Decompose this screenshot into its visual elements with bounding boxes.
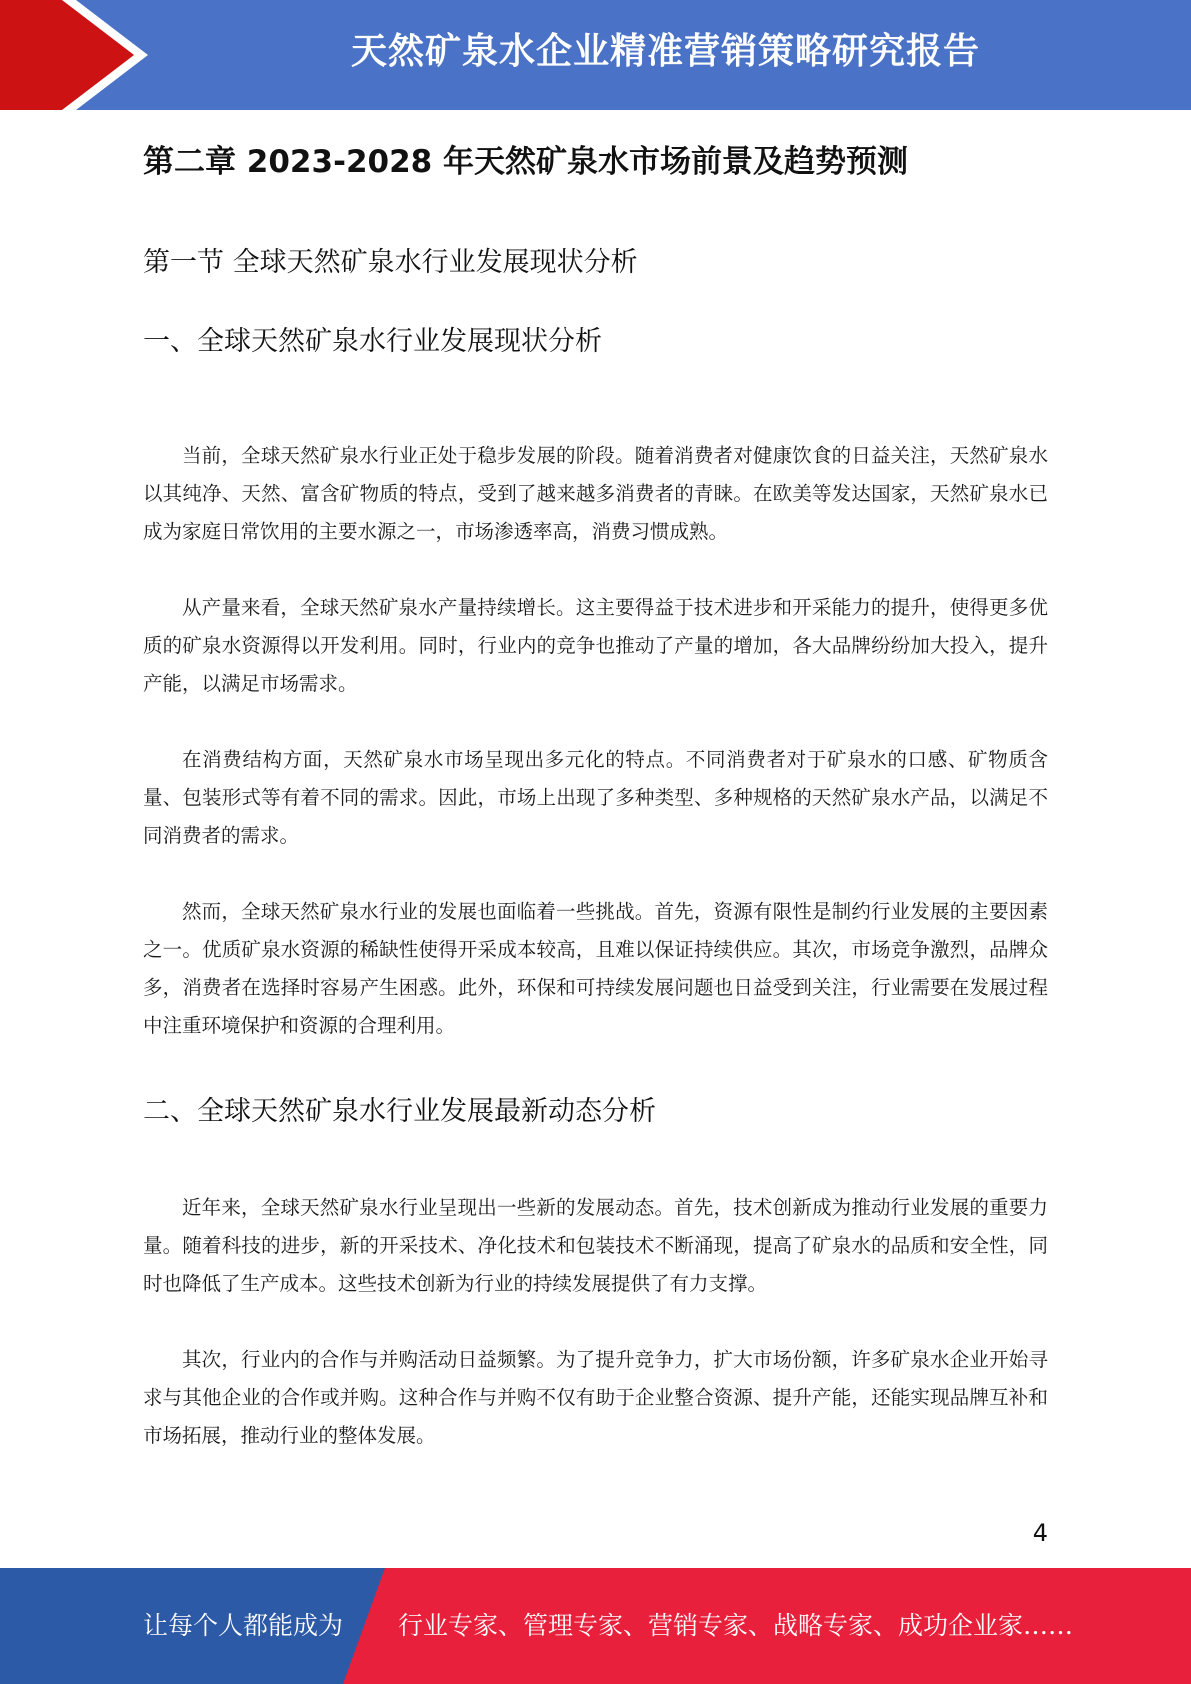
subsection-heading-1: 一、全球天然矿泉水行业发展现状分析 bbox=[143, 326, 602, 357]
header-red-arrow-shape bbox=[0, 0, 150, 110]
section-title: 第一节 全球天然矿泉水行业发展现状分析 bbox=[143, 247, 638, 278]
page-number: 4 bbox=[1032, 1519, 1048, 1547]
report-header-banner bbox=[0, 0, 1191, 110]
paragraph-2-1: 近年来，全球天然矿泉水行业呈现出一些新的发展动态。首先，技术创新成为推动行业发展的重要力量。随着科技的进步，新的开采技术、净化技术和包装技术不断涌现，提高了矿泉水的品质和安全性，同时也降低了生产成本。这些技术创新为行业的持续发展提供了有力支撑。 bbox=[143, 1196, 1048, 1295]
chapter-title: 第二章 2023-2028 年天然矿泉水市场前景及趋势预测 bbox=[143, 144, 909, 180]
paragraph-2-2: 其次，行业内的合作与并购活动日益频繁。为了提升竞争力，扩大市场份额，许多矿泉水企业开始寻求与其他企业的合作或并购。这种合作与并购不仅有助于企业整合资源、提升产能，还能实现品牌互补和市场拓展，推动行业的整体发展。 bbox=[143, 1348, 1048, 1447]
paragraph-1-2: 从产量来看，全球天然矿泉水产量持续增长。这主要得益于技术进步和开采能力的提升，使得更多优质的矿泉水资源得以开发利用。同时，行业内的竞争也推动了产量的增加，各大品牌纷纷加大投入，提升产能，以满足市场需求。 bbox=[143, 596, 1048, 695]
footer-slogan-right: 行业专家、管理专家、营销专家、战略专家、成功企业家…… bbox=[398, 1611, 1074, 1640]
footer-slogan-left: 让每个人都能成为 bbox=[143, 1611, 344, 1640]
paragraph-1-1: 当前，全球天然矿泉水行业正处于稳步发展的阶段。随着消费者对健康饮食的日益关注，天然矿泉水以其纯净、天然、富含矿物质的特点，受到了越来越多消费者的青睐。在欧美等发达国家，天然矿泉水已成为家庭日常饮用的主要水源之一，市场渗透率高，消费习惯成熟。 bbox=[143, 444, 1048, 543]
report-title: 天然矿泉水企业精准营销策略研究报告 bbox=[350, 31, 980, 72]
subsection-heading-2: 二、全球天然矿泉水行业发展最新动态分析 bbox=[143, 1096, 656, 1127]
paragraph-1-4: 然而，全球天然矿泉水行业的发展也面临着一些挑战。首先，资源有限性是制约行业发展的主要因素之一。优质矿泉水资源的稀缺性使得开采成本较高，且难以保证持续供应。其次，市场竞争激烈，品牌众多，消费者在选择时容易产生困惑。此外，环保和可持续发展问题也日益受到关注，行业需要在发展过程中注重环境保护和资源的合理利用。 bbox=[143, 900, 1048, 1037]
paragraph-1-3: 在消费结构方面，天然矿泉水市场呈现出多元化的特点。不同消费者对于矿泉水的口感、矿物质含量、包装形式等有着不同的需求。因此，市场上出现了多种类型、多种规格的天然矿泉水产品，以满足不同消费者的需求。 bbox=[143, 748, 1048, 847]
footer-banner bbox=[0, 1568, 1191, 1684]
